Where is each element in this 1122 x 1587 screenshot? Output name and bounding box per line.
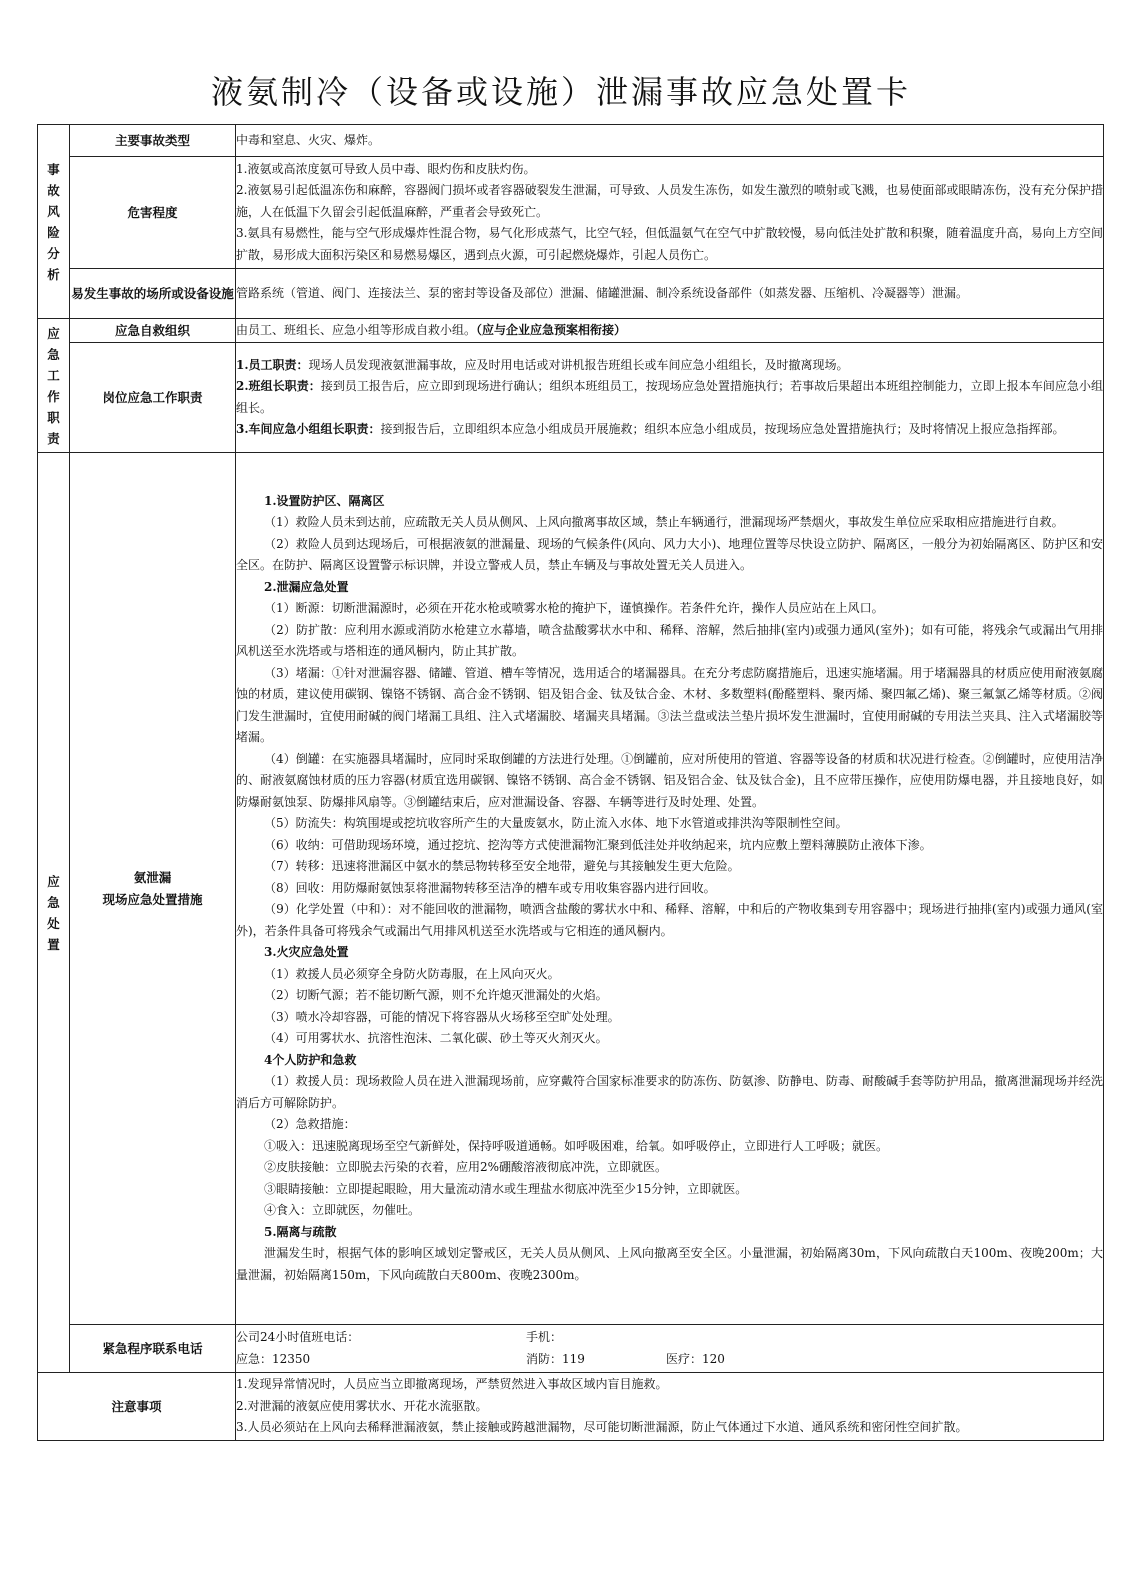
label-notes: 注意事项 [38,1373,236,1441]
duty-item: 2.班组长职责：接到员工报告后，应立即到现场进行确认；组织本班组员工，按现场应急处置措施执行；若事故后果超出本班组控制能力，立即上报本车间应急小组组长。 [236,379,1103,415]
label-accident-type: 主要事故类型 [70,125,236,157]
row-accident-places [38,269,1104,319]
content-accident-type: 中毒和窒息、火灾、爆炸。 [236,125,1104,157]
row-notes [38,1373,1104,1441]
row-accident-type [38,125,1104,157]
page-title: 液氨制冷（设备或设施）泄漏事故应急处置卡 [210,73,911,111]
content-response-measures: 1.设置防护区、隔离区 （1）救险人员未到达前，应疏散无关人员从侧风、上风向撤离事故区域，禁止车辆通行，泄漏现场严禁烟火，事故发生单位应采取相应措施进行自救。 （2）救险人员到达现场后，可根据液氨的泄漏量、现场的气候条件(风向、风力大小)、地理位置等尽快设立防护、隔离区，一般分为初始隔离区、防护区和安全区。在防护、隔离区设置警示标识牌，并设立警戒人员，禁止车辆及与事故处置无关人员进入。 2.泄漏应急处置 （1）断源：切断泄漏源时，必须在开花水枪或喷雾水枪的掩护下，谨慎操作。若条件允许，操作人员应站在上风口。 （2）防扩散：应利用水源或消防水枪建立水幕墙，喷含盐酸雾状水中和、稀释、溶解，然后抽排(室内)或强力通风(室外)；如有可能，将残余气或漏出气用排风机送至水洗塔或与塔相连的通风橱内，防止其扩散。 （3）堵漏：①针对泄漏容器、储罐、管道、槽车等情况，选用适合的堵漏器具。在充分考虑防腐措施后，迅速实施堵漏。用于堵漏器具的材质应使用耐液氨腐蚀的材质，建议使用碳钢、镍铬不锈钢、高合金不锈钢、铝及铝合金、钛及钛合金、木材、多数塑料(酚醛塑料、聚丙烯、聚四氟乙烯)、聚三氟氯乙烯等材质。②阀门发生泄漏时，宜使用耐碱的阀门堵漏工具组、注入式堵漏胶、堵漏夹具堵漏。③法兰盘或法兰垫片损坏发生泄漏时，宜使用耐碱的专用法兰夹具、注入式堵漏胶等堵漏。 （4）倒罐：在实施器具堵漏时，应同时采取倒罐的方法进行处理。①倒罐前，应对所使用的管道、容器等设备的材质和状况进行检查。②倒罐时，应使用洁净的、耐液氨腐蚀材质的压力容器(材质宜选用碳钢、镍铬不锈钢、高合金不锈钢、铝及铝合金、钛及钛合金)，且不应带压操作，应使用防爆电器，并且接地良好，如防爆耐氨蚀泵、防爆排风扇等。③倒罐结束后，应对泄漏设备、容器、车辆等进行及时处理、处置。 （5）防流失：构筑围堤或挖坑收容所产生的大量废氨水，防止流入水体、地下水管道或排洪沟等限制性空间。 （6）收纳：可借助现场环境，通过挖坑、挖沟等方式使泄漏物汇聚到低洼处并收纳起来，坑内应敷上塑料薄膜防止液体下渗。 （7）转移：迅速将泄漏区中氨水的禁忌物转移至安全地带，避免与其接触发生更大危险。 （8）回收：用防爆耐氨蚀泵将泄漏物转移至洁净的槽车或专用收集容器内进行回收。 （9）化学处置（中和）：对不能回收的泄漏物，喷洒含盐酸的雾状水中和、稀释、溶解，中和后的产物收集到专用容器中；现场进行抽排(室内)或强力通风(室外)，若条件具备可将残余气或漏出气用排风机送至水洗塔或与它相连的通风橱内。 3.火灾应急处置 （1）救援人员必须穿全身防火防毒服，在上风向灭火。 （2）切断气源；若不能切断气源，则不允许熄灭泄漏处的火焰。 （3）喷水冷却容器，可能的情况下将容器从火场移至空旷处处理。 （4）可用雾状水、抗溶性泡沫、二氧化碳、砂土等灭火剂灭火。 4个人防护和急救 （1）救援人员：现场救险人员在进入泄漏现场前，应穿戴符合国家标准要求的防冻伤、防氨渗、防静电、防毒、耐酸碱手套等防护用品，撤离泄漏现场并经洗消后方可解除防护。 （2）急救措施： ①吸入：迅速脱离现场至空气新鲜处，保持呼吸道通畅。如呼吸困难，给氧。如呼吸停止，立即进行人工呼吸；就医。 ②皮肤接触：立即脱去污染的衣着，应用2%硼酸溶液彻底冲洗，立即就医。 ③眼睛接触：立即提起眼睑，用大量流动清水或生理盐水彻底冲洗至少15分钟，立即就医。 ④食入：立即就医，勿催吐。 5.隔离与疏散 泄漏发生时，根据气体的影响区域划定警戒区，无关人员从侧风、上风向撤离至安全区。小量泄漏，初始隔离30m，下风向疏散白天100m、夜晚200m；大量泄漏，初始隔离150m，下风向疏散白天800m、夜晚2300m。 [236,453,1104,1325]
side-emergency-response: 应急处置 [38,453,70,1373]
row-post-duty [38,343,1104,453]
section-heading: 3.火灾应急处置 [264,945,349,960]
side-risk-analysis: 事故风险分析 [38,125,70,319]
section-heading: 1.设置防护区、隔离区 [264,493,385,508]
content-self-rescue-org: 由员工、班组长、应急小组等形成自救小组。（应与企业应急预案相衔接） [236,319,1104,343]
row-hazard-degree [38,157,1104,269]
content-emergency-contacts [236,1325,1104,1373]
mobile-phone: 手机： [526,1330,563,1344]
row-self-rescue-org [38,319,1104,343]
side-emergency-duty: 应急工作职责 [38,319,70,453]
label-hazard-degree: 危害程度 [70,157,236,269]
emergency-card-table [37,124,1104,1441]
company-duty-phone: 公司24小时值班电话： [236,1330,360,1344]
emergency-phone: 应急：12350 [236,1351,311,1366]
duty-item: 1.员工职责：现场人员发现液氨泄漏事故，应及时用电话或对讲机报告班组长或车间应急小组组长，及时撤离现场。 [236,357,849,372]
label-emergency-contacts: 紧急程序联系电话 [70,1325,236,1373]
medical-phone: 医疗：120 [666,1351,725,1366]
fire-phone: 消防：119 [526,1351,585,1366]
label-response-measures: 氨泄漏 现场应急处置措施 [70,453,236,1325]
row-emergency-contacts [38,1325,1104,1373]
content-notes: 1.发现异常情况时，人员应当立即撤离现场，严禁贸然进入事故区域内盲目施救。 2.对泄漏的液氨应使用雾状水、开花水流驱散。 3.人员必须站在上风向去稀释泄漏液氨，禁止接触或跨越泄漏物，尽可能切断泄漏源，防止气体通过下水道、通风系统和密闭性空间扩散。 [236,1373,1104,1441]
section-heading: 4个人防护和急救 [264,1052,357,1067]
label-self-rescue-org: 应急自救组织 [70,319,236,343]
duty-item: 3.车间应急小组组长职责：接到报告后，立即组织本应急小组成员开展施救；组织本应急小组成员，按现场应急处置措施执行；及时将情况上报应急指挥部。 [236,422,1065,436]
content-post-duty [236,343,1104,453]
row-response-measures [38,453,1104,1325]
section-heading: 2.泄漏应急处置 [264,579,349,594]
label-accident-places: 易发生事故的场所或设备设施 [70,269,236,319]
label-post-duty: 岗位应急工作职责 [70,343,236,453]
content-accident-places: 管路系统（管道、阀门、连接法兰、泵的密封等设备及部位）泄漏、储罐泄漏、制冷系统设备部件（如蒸发器、压缩机、冷凝器等）泄漏。 [236,269,1104,319]
content-hazard-degree: 1.液氨或高浓度氨可导致人员中毒、眼灼伤和皮肤灼伤。 2.液氨易引起低温冻伤和麻醉，容器阀门损坏或者容器破裂发生泄漏，可导致、人员发生冻伤，如发生激烈的喷射或飞溅，也易使面部或眼睛冻伤，没有充分保护措施，人在低温下久留会引起低温麻醉，严重者会导致死亡。 3.氨具有易燃性，能与空气形成爆炸性混合物，易气化形成蒸气，比空气轻，但低温氨气在空气中扩散较慢，易向低洼处扩散和积聚，随着温度升高，易向上方空间扩散，易形成大面积污染区和易燃易爆区，遇到点火源，可引起燃烧爆炸，引起人员伤亡。 [236,157,1104,269]
section-heading: 5.隔离与疏散 [264,1224,337,1239]
